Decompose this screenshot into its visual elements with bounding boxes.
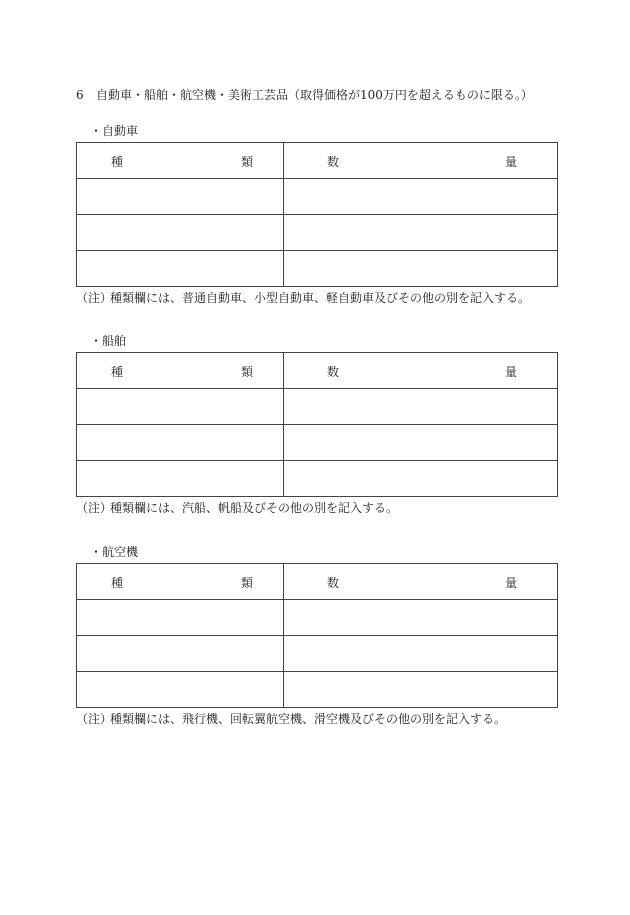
type-header-char-2: 類: [241, 155, 254, 169]
quantity-header-char-2: 量: [505, 155, 518, 169]
vessel-table: [76, 352, 558, 497]
type-header-char-1: 種: [111, 365, 124, 379]
quantity-column-header: [284, 564, 558, 600]
aircraft-title: ・航空機: [90, 545, 139, 559]
table-row: [77, 672, 558, 708]
type-cell[interactable]: [77, 600, 284, 636]
quantity-header-char-1: 数: [327, 365, 340, 379]
quantity-column-header: [284, 353, 558, 389]
type-cell[interactable]: [77, 636, 284, 672]
table-row: [77, 425, 558, 461]
type-cell[interactable]: [77, 179, 284, 215]
quantity-cell[interactable]: [284, 672, 558, 708]
type-cell[interactable]: [77, 215, 284, 251]
quantity-header-char-1: 数: [327, 576, 340, 590]
section-heading: [76, 86, 533, 103]
note-label: （注）: [76, 712, 113, 726]
type-cell[interactable]: [77, 251, 284, 287]
table-row: [77, 179, 558, 215]
automobile-table: [76, 142, 558, 287]
type-header-char-1: 種: [111, 155, 124, 169]
type-column-header: [77, 143, 284, 179]
quantity-cell[interactable]: [284, 600, 558, 636]
type-header-char-2: 類: [241, 365, 254, 379]
quantity-cell[interactable]: [284, 425, 558, 461]
quantity-cell[interactable]: [284, 461, 558, 497]
type-cell[interactable]: [77, 461, 284, 497]
note-label: （注）: [76, 291, 113, 305]
table-header-row: [77, 353, 558, 389]
note-text: 種類欄には、汽船、帆船及びその他の別を記入する。: [110, 501, 399, 515]
automobile-title: ・自動車: [90, 124, 139, 138]
aircraft-note: [76, 710, 506, 727]
quantity-cell[interactable]: [284, 636, 558, 672]
quantity-header-char-2: 量: [505, 365, 518, 379]
type-cell[interactable]: [77, 425, 284, 461]
aircraft-table: [76, 563, 558, 708]
type-cell[interactable]: [77, 389, 284, 425]
table-row: [77, 251, 558, 287]
vessel-note: [76, 499, 398, 516]
section-heading-text: 自動車・船舶・航空機・美術工芸品（取得価格が100万円を超えるものに限る。）: [96, 88, 533, 102]
type-column-header: [77, 353, 284, 389]
quantity-column-header: [284, 143, 558, 179]
note-text: 種類欄には、普通自動車、小型自動車、軽自動車及びその他の別を記入する。: [110, 291, 531, 305]
quantity-cell[interactable]: [284, 179, 558, 215]
vessel-title: ・船舶: [90, 334, 127, 348]
quantity-header-char-2: 量: [505, 576, 518, 590]
table-row: [77, 636, 558, 672]
type-cell[interactable]: [77, 672, 284, 708]
section-number: 6: [76, 88, 84, 102]
table-row: [77, 461, 558, 497]
automobile-note: [76, 289, 530, 306]
table-row: [77, 215, 558, 251]
table-row: [77, 389, 558, 425]
quantity-cell[interactable]: [284, 389, 558, 425]
note-label: （注）: [76, 501, 113, 515]
note-text: 種類欄には、飛行機、回転翼航空機、滑空機及びその他の別を記入する。: [110, 712, 507, 726]
table-header-row: [77, 143, 558, 179]
type-header-char-2: 類: [241, 576, 254, 590]
quantity-cell[interactable]: [284, 215, 558, 251]
quantity-cell[interactable]: [284, 251, 558, 287]
table-header-row: [77, 564, 558, 600]
type-header-char-1: 種: [111, 576, 124, 590]
table-row: [77, 600, 558, 636]
quantity-header-char-1: 数: [327, 155, 340, 169]
type-column-header: [77, 564, 284, 600]
